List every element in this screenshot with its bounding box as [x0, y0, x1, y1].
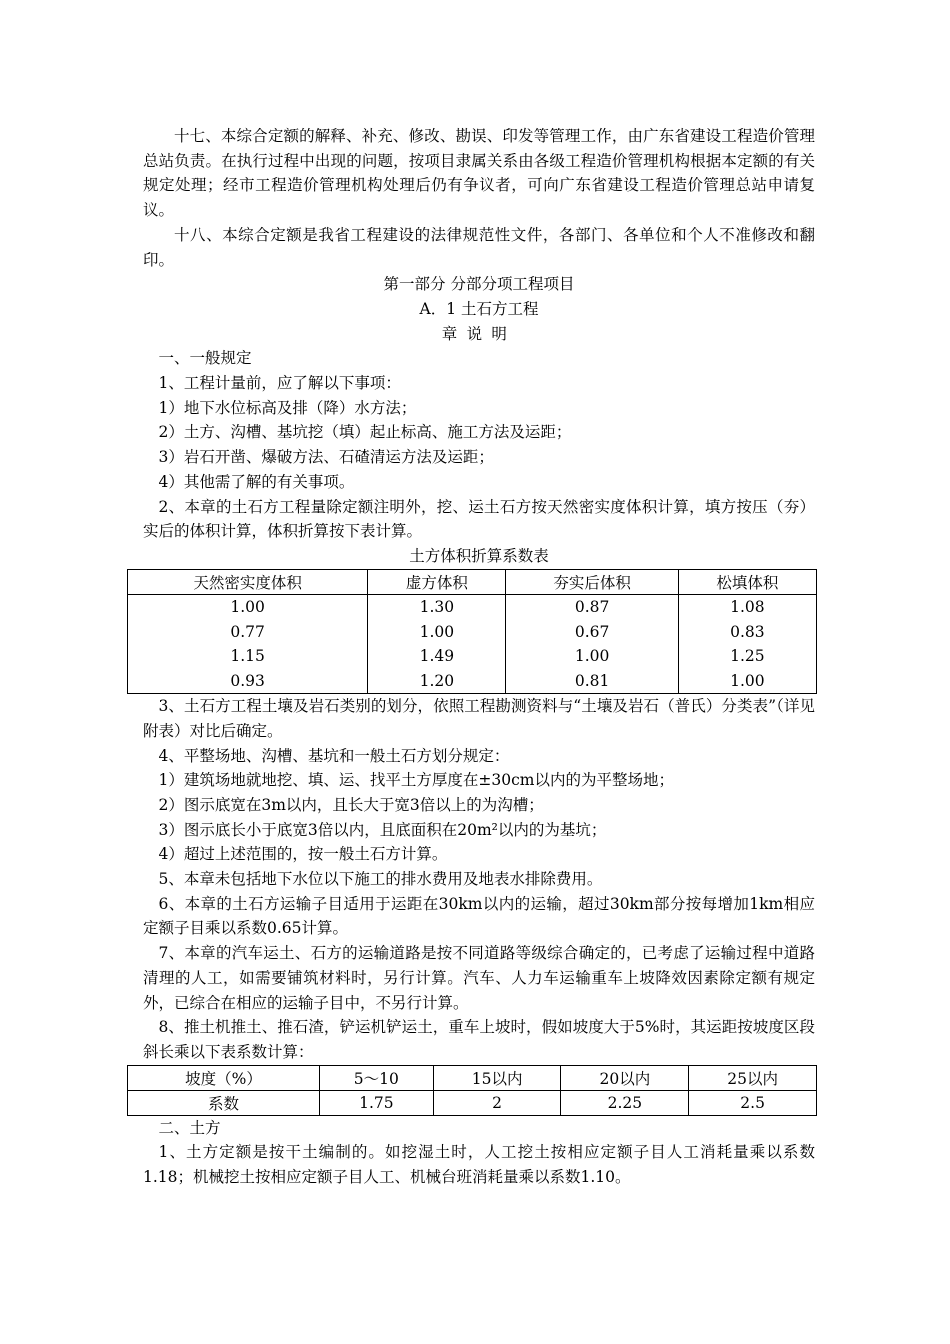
table-cell: 0.67	[506, 620, 678, 645]
list-item: 3）岩石开凿、爆破方法、石碴清运方法及运距；	[158, 448, 494, 467]
earth-heading: 二、土方	[158, 1118, 221, 1137]
table-row	[128, 620, 817, 645]
list-item: 1、土方定额是按干土编制的。如挖湿土时，人工挖土按相应定额子目人工消耗量乘以系数1.18；机械挖土按相应定额子目人工、机械台班消耗量乘以系数1.10。	[143, 1143, 815, 1187]
table-row	[128, 595, 817, 620]
table-cell: 系数	[128, 1090, 320, 1115]
table-cell: 1.00	[506, 644, 678, 669]
chapter-title: 章说明	[441, 324, 517, 343]
table-cell: 1.00	[128, 595, 368, 620]
table-row	[128, 644, 817, 669]
table-cell: 1.75	[319, 1090, 433, 1115]
table-header-cell: 5～10	[319, 1065, 433, 1090]
table-header-cell: 25以内	[689, 1065, 817, 1090]
table-row	[128, 1090, 817, 1115]
list-item: 1、工程计量前，应了解以下事项：	[158, 374, 401, 393]
list-item: 2）土方、沟槽、基坑挖（填）起止标高、施工方法及运距；	[158, 423, 572, 442]
table-header-cell: 坡度（%）	[128, 1065, 320, 1090]
table-cell: 2	[433, 1090, 561, 1115]
slope-coefficient-table	[127, 1065, 817, 1116]
table-cell: 1.25	[678, 644, 816, 669]
table-cell: 1.15	[128, 644, 368, 669]
table-cell: 1.00	[368, 620, 506, 645]
volume-conversion-table	[127, 569, 817, 695]
table-cell: 1.49	[368, 644, 506, 669]
list-item: 7、本章的汽车运土、石方的运输道路是按不同道路等级综合确定的，已考虑了运输过程中道路清理的人工，如需要铺筑材料时，另行计算。汽车、人力车运输重车上坡降效因素除定额有规定外，已综合在相应的运输子目中，不另行计算。	[143, 944, 815, 1012]
section-title: A．1 土石方工程	[419, 299, 539, 318]
list-item: 6、本章的土石方运输子目适用于运距在30km以内的运输，超过30km部分按每增加1km相应定额子目乘以系数0.65计算。	[143, 894, 815, 938]
table-header-cell: 虚方体积	[368, 569, 506, 595]
list-item: 3）图示底长小于底宽3倍以内，且底面积在20m²以内的为基坑；	[158, 820, 607, 839]
document-body	[143, 124, 815, 1190]
table-cell: 1.20	[368, 669, 506, 694]
general-heading: 一、一般规定	[158, 349, 252, 368]
table-header-row	[128, 569, 817, 595]
list-item: 2）图示底宽在3m以内，且长大于宽3倍以上的为沟槽；	[158, 795, 544, 814]
table-cell: 1.08	[678, 595, 816, 620]
table-row	[128, 669, 817, 694]
list-item: 1）建筑场地就地挖、填、运、找平土方厚度在±30cm以内的为平整场地；	[158, 771, 674, 790]
table-cell: 0.81	[506, 669, 678, 694]
paragraph-18: 十八、本综合定额是我省工程建设的法律规范性文件，各部门、各单位和个人不准修改和翻印。	[143, 225, 815, 269]
list-item: 4）其他需了解的有关事项。	[158, 472, 355, 491]
table-cell: 0.93	[128, 669, 368, 694]
list-item: 3、土石方工程土壤及岩石类别的划分，依照工程勘测资料与“土壤及岩石（普氏）分类表”（详见附表）对比后确定。	[143, 697, 815, 740]
table-cell: 0.87	[506, 595, 678, 620]
table-header-cell: 20以内	[561, 1065, 689, 1090]
list-item: 2、本章的土石方工程量除定额注明外，挖、运土石方按天然密实度体积计算，填方按压（夯）实后的体积计算，体积折算按下表计算。	[143, 497, 815, 541]
table-cell: 0.83	[678, 620, 816, 645]
table-header-cell: 松填体积	[678, 569, 816, 595]
table-header-row	[128, 1065, 817, 1090]
list-item: 1）地下水位标高及排（降）水方法；	[158, 398, 417, 417]
table-caption: 土方体积折算系数表	[409, 546, 549, 565]
table-cell: 2.25	[561, 1090, 689, 1115]
list-item: 5、本章未包括地下水位以下施工的排水费用及地表水排除费用。	[158, 870, 603, 889]
paragraph-17: 十七、本综合定额的解释、补充、修改、勘误、印发等管理工作，由广东省建设工程造价管理总站负责。在执行过程中出现的问题，按项目隶属关系由各级工程造价管理机构根据本定额的有关规定处理；经市工程造价管理机构处理后仍有争议者，可向广东省建设工程造价管理总站申请复议。	[143, 127, 815, 220]
table-cell: 2.5	[689, 1090, 817, 1115]
table-header-cell: 天然密实度体积	[128, 569, 368, 595]
list-item: 4）超过上述范围的，按一般土石方计算。	[158, 845, 448, 864]
table-cell: 1.00	[678, 669, 816, 694]
table-header-cell: 夯实后体积	[506, 569, 678, 595]
part-title: 第一部分 分部分项工程项目	[383, 275, 575, 294]
table-cell: 1.30	[368, 595, 506, 620]
list-item: 4、平整场地、沟槽、基坑和一般土石方划分规定：	[158, 746, 510, 765]
table-cell: 0.77	[128, 620, 368, 645]
list-item: 8、推土机推土、推石渣，铲运机铲运土，重车上坡时，假如坡度大于5%时，其运距按坡度区段斜长乘以下表系数计算：	[143, 1018, 815, 1061]
table-header-cell: 15以内	[433, 1065, 561, 1090]
